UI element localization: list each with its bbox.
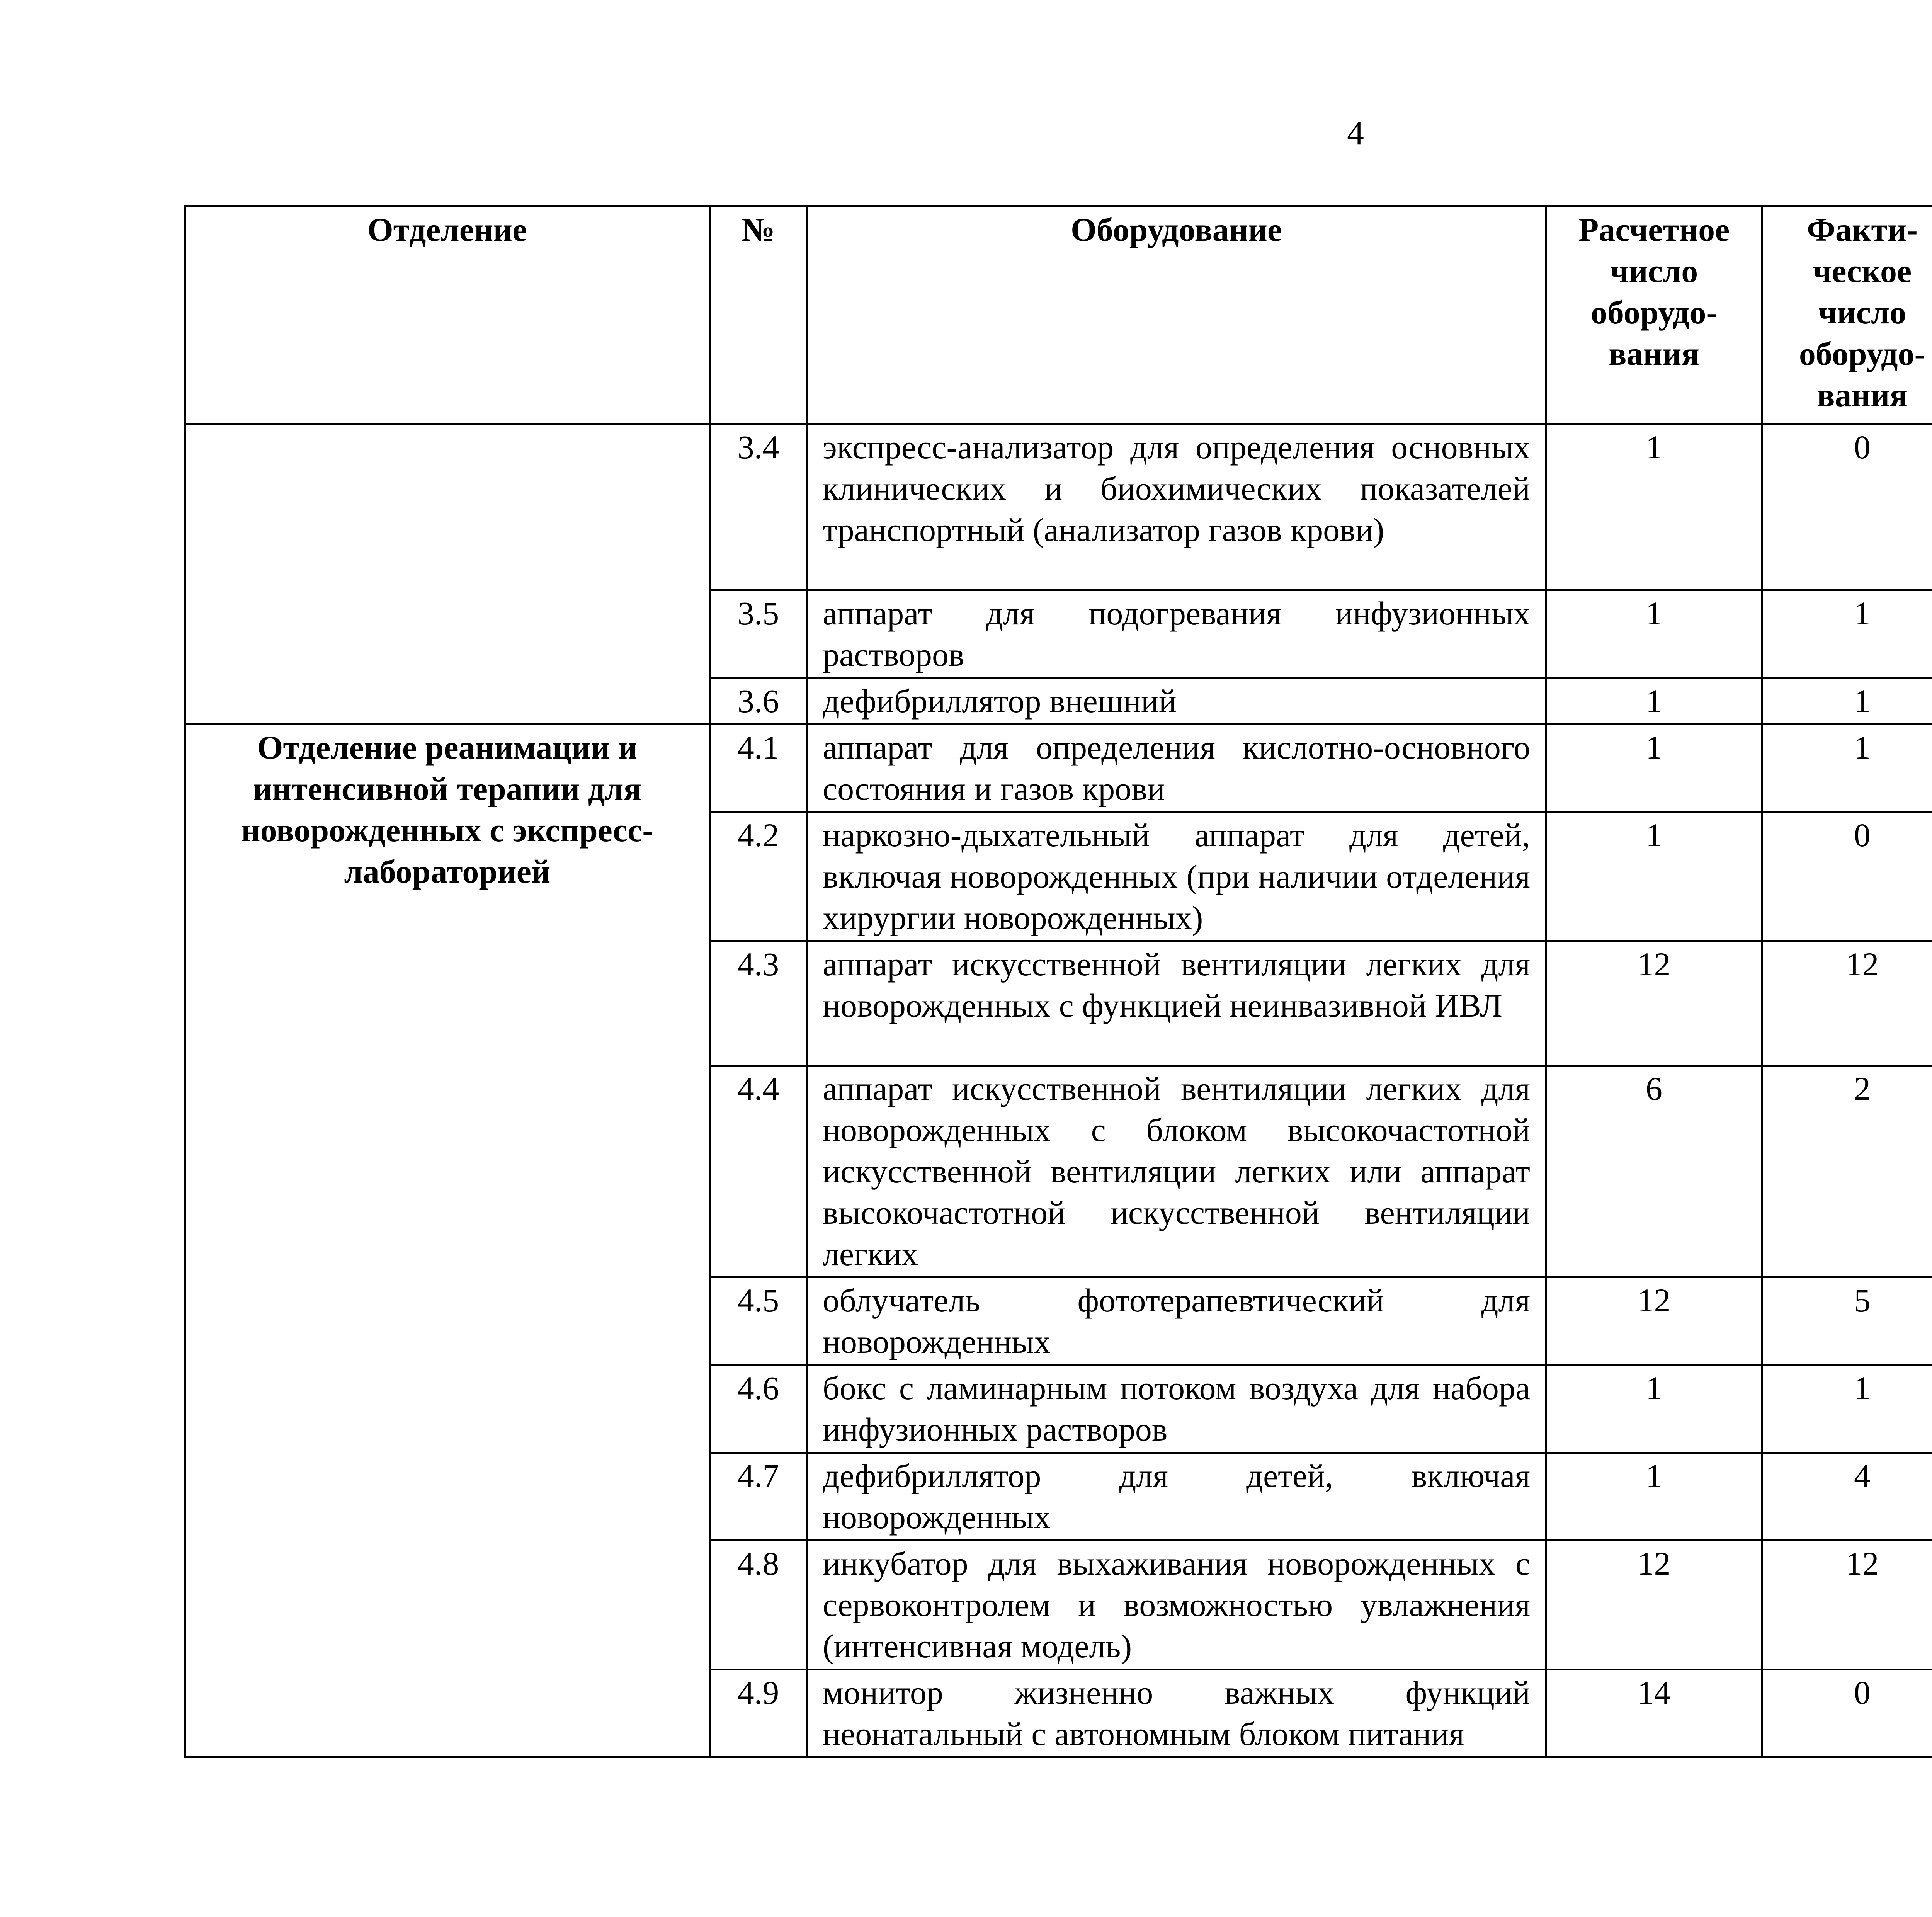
calculated-count: 12 — [1546, 1277, 1762, 1365]
row-number: 4.7 — [710, 1453, 807, 1541]
equipment-table — [184, 205, 1932, 1758]
actual-count: 1 — [1762, 678, 1932, 725]
header-calculated: Расчетное число оборудо-вания — [1546, 206, 1762, 424]
equipment-name: бокс с ламинарным потоком воздуха для набора инфузионных растворов — [807, 1365, 1546, 1453]
table-row — [185, 424, 1932, 590]
equipment-name: аппарат искусственной вентиляции легких для новорожденных с функцией неинвазивной ИВЛ — [807, 941, 1546, 1066]
equipment-name: аппарат для подогревания инфузионных растворов — [807, 590, 1546, 678]
row-number: 3.4 — [710, 424, 807, 590]
calculated-count: 12 — [1546, 941, 1762, 1066]
equipment-name: облучатель фототерапевтический для новорожденных — [807, 1277, 1546, 1365]
actual-count: 0 — [1762, 1670, 1932, 1757]
equipment-name: монитор жизненно важных функций неонатальный с автономным блоком питания — [807, 1670, 1546, 1757]
equipment-name: аппарат искусственной вентиляции легких для новорожденных с блоком высокочастотной искусственной вентиляции легких или аппарат высокочастотной искусственной вентиляции легких — [807, 1066, 1546, 1277]
row-number: 4.6 — [710, 1365, 807, 1453]
equipment-name: наркозно-дыхательный аппарат для детей, включая новорожденных (при наличии отделения хирургии новорожденных) — [807, 812, 1546, 941]
header-department: Отделение — [185, 206, 710, 424]
page-number: 4 — [1347, 114, 1364, 152]
actual-count: 5 — [1762, 1277, 1932, 1365]
equipment-name: инкубатор для выхаживания новорожденных с сервоконтролем и возможностью увлажнения (интенсивная модель) — [807, 1541, 1546, 1670]
calculated-count: 14 — [1546, 1670, 1762, 1757]
department-cell — [185, 424, 710, 725]
actual-count: 0 — [1762, 424, 1932, 590]
equipment-name: аппарат для определения кислотно-основного состояния и газов крови — [807, 725, 1546, 812]
header-equipment: Оборудование — [807, 206, 1546, 424]
row-number: 3.5 — [710, 590, 807, 678]
table-row — [185, 725, 1932, 812]
row-number: 4.9 — [710, 1670, 807, 1757]
actual-count: 4 — [1762, 1453, 1932, 1541]
department-cell: Отделение реанимации и интенсивной терапии для новорожденных с экспресс-лабораторией — [185, 725, 710, 1757]
actual-count: 1 — [1762, 725, 1932, 812]
equipment-name: дефибриллятор для детей, включая новорожденных — [807, 1453, 1546, 1541]
calculated-count: 12 — [1546, 1541, 1762, 1670]
row-number: 4.5 — [710, 1277, 807, 1365]
actual-count: 12 — [1762, 941, 1932, 1066]
actual-count: 1 — [1762, 1365, 1932, 1453]
calculated-count: 1 — [1546, 725, 1762, 812]
calculated-count: 1 — [1546, 812, 1762, 941]
row-number: 4.2 — [710, 812, 807, 941]
row-number: 4.8 — [710, 1541, 807, 1670]
header-row-1 — [185, 206, 1932, 294]
header-number: № — [710, 206, 807, 424]
row-number: 3.6 — [710, 678, 807, 725]
calculated-count: 1 — [1546, 678, 1762, 725]
row-number: 4.1 — [710, 725, 807, 812]
header-actual: Факти-ческое число оборудо-вания — [1762, 206, 1932, 424]
equipment-name: дефибриллятор внешний — [807, 678, 1546, 725]
actual-count: 12 — [1762, 1541, 1932, 1670]
calculated-count: 6 — [1546, 1066, 1762, 1277]
actual-count: 0 — [1762, 812, 1932, 941]
calculated-count: 1 — [1546, 590, 1762, 678]
calculated-count: 1 — [1546, 1365, 1762, 1453]
calculated-count: 1 — [1546, 1453, 1762, 1541]
actual-count: 2 — [1762, 1066, 1932, 1277]
equipment-name: экспресс-анализатор для определения основных клинических и биохимических показателей транспортный (анализатор газов крови) — [807, 424, 1546, 590]
row-number: 4.3 — [710, 941, 807, 1066]
actual-count: 1 — [1762, 590, 1932, 678]
row-number: 4.4 — [710, 1066, 807, 1277]
calculated-count: 1 — [1546, 424, 1762, 590]
